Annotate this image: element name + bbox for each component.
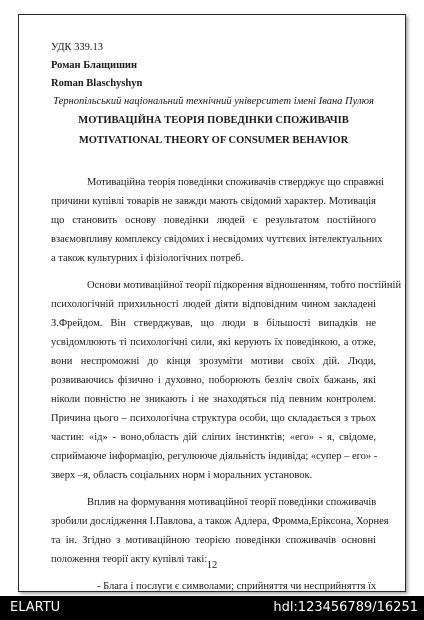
udk-code: УДК 339.13 (51, 42, 104, 53)
text-line: що становить основу поведінки людей є результатом постійного (51, 215, 376, 226)
text-line: Вплив на формування мотиваційної теорії поведінки споживачів (87, 497, 377, 508)
text-line: взаємовпливу комплексу свідомих і несвідомих чуттєвих інтелектуальних (51, 234, 383, 245)
article-body (51, 173, 402, 615)
text-line: та ін. Згідно з мотиваційною теорією поведінки споживачів основні (51, 535, 376, 546)
text-line: сприймаюче інформацію, регулююче діяльність індивіда; «супер – его» - (51, 451, 378, 462)
text-line: а також культурних і фізіологічних потреб. (51, 253, 244, 264)
paragraph (51, 173, 385, 268)
text-line: положення теорії акту купівлі такі: (51, 554, 208, 565)
text-line: Основи мотиваційної теорії підкорення відношенням, тобто постійній (87, 280, 402, 291)
article-title-en: MOTIVATIONAL THEORY OF CONSUMER BEHAVIOR (78, 135, 349, 146)
author-name-ua: Роман Блащишин (51, 60, 138, 71)
repository-name: ELARTU (10, 600, 61, 615)
text-line: - Блага і послуги є символами; сприйняття чи несприйняття їх (97, 581, 377, 592)
paragraph (51, 276, 402, 485)
handle-identifier: hdl:123456789/16251 (273, 600, 418, 615)
text-line: психологічній прихильності людей діяти відповідним чином закладені (51, 299, 376, 310)
page-content (51, 39, 402, 615)
paragraph (51, 493, 389, 569)
text-line: ніколи повністю не зникають і не знаходяться під певним контролем. (51, 394, 376, 405)
institution-name: Тернопільський національний технічний університет імені Івана Пулюя (53, 96, 374, 107)
author-name-en: Roman Blaschyshyn (51, 78, 143, 89)
text-line: вони неспроможні до кінця зрозуміти мотиви своїх дій. Люди, (51, 356, 376, 367)
text-line: Мотиваційна теорія поведінки споживачів стверджує що справжні (87, 177, 385, 188)
article-title-ua: МОТИВАЦІЙНА ТЕОРІЯ ПОВЕДІНКИ СПОЖИВАЧІВ (78, 115, 349, 126)
text-line: усвідомлюють ті психологічні сили, які керують їх поведінкою, а отже, (51, 337, 376, 348)
text-line: З.Фрейдом. Він стверджував, що люди в більшості випадків не (51, 318, 376, 329)
page-number: 12 (206, 560, 218, 571)
footer-bar (0, 596, 424, 620)
text-line: розвиваючись фізично і духовно, поборюють безліч своїх бажань, які (51, 375, 376, 386)
text-line: зверх –я, область соціальних норм і моральних установок. (51, 470, 313, 481)
text-line: зробили дослідження І.Павлова, а також Адлера, Фромма,Еріксона, Хорнея (51, 516, 389, 527)
text-line: Причина цього – психологічна структура особи, що складається з трьох (51, 413, 376, 424)
document-page (18, 14, 406, 592)
text-line: причини купівлі товарів не завжди мають свідомий характер. Мотивація (51, 196, 376, 207)
text-line: частин: «ід» - воно,область дій сліпих інстинктів; «его» - я, свідоме, (51, 432, 376, 443)
